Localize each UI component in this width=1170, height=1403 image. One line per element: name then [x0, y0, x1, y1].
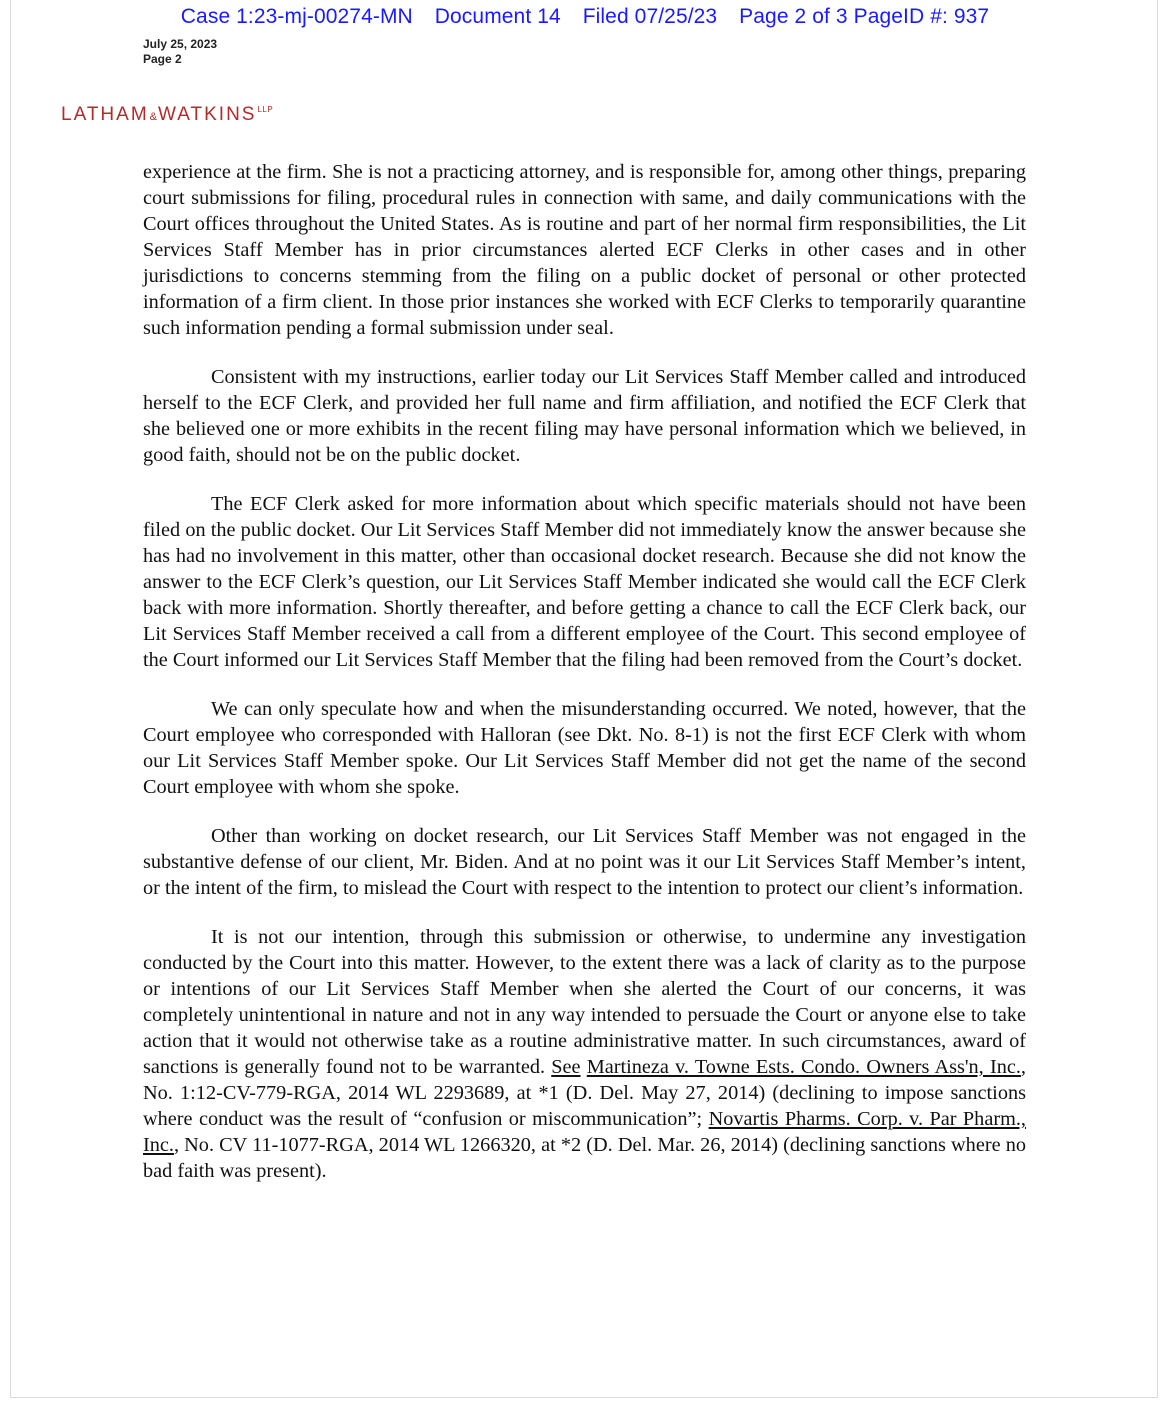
letter-page-label: Page 2	[143, 52, 182, 66]
document-number: Document 14	[434, 5, 561, 28]
paragraph-6	[143, 924, 1026, 1184]
latham-watkins-logo	[61, 104, 273, 126]
paragraph-6-text-3: , No. CV 11-1077-RGA, 2014 WL 1266320, at *2 (D. Del. Mar. 26, 2014) (declining sanctions where no bad faith was present).	[143, 1134, 1026, 1182]
logo-name-left: LATHAM	[61, 104, 149, 125]
letter-body	[143, 159, 1026, 1207]
paragraph-3: The ECF Clerk asked for more information about which specific materials should not have been filed on the public docket. Our Lit Services Staff Member did not immediately know the answer because she has had no involvement in this matter, other than occasional docket research. Because she did not know the answer to the ECF Clerk’s question, our Lit Services Staff Member indicated she would call the ECF Clerk back with more information. Shortly thereafter, and before getting a chance to call the ECF Clerk back, our Lit Services Staff Member received a call from a different employee of the Court. This second employee of the Court informed our Lit Services Staff Member that the filing had been removed from the Court’s docket.	[143, 493, 1026, 671]
case-number: Case 1:23-mj-00274-MN	[180, 5, 413, 28]
logo-suffix: LLP	[257, 105, 274, 114]
paragraph-5: Other than working on docket research, our Lit Services Staff Member was not engaged in the substantive defense of our client, Mr. Biden. And at no point was it our Lit Services Staff Member’s intent, or the intent of the firm, to mislead the Court with respect to the intention to protect our client’s information.	[143, 825, 1026, 899]
paragraph-6-text-2: , No. 1:12-CV-779-RGA, 2014 WL 2293689, at *1 (D. Del. May 27, 2014) (declining to impose sanctions where conduct was the result of “confusion or miscommunication”;	[143, 1056, 1026, 1130]
paragraph-2: Consistent with my instructions, earlier today our Lit Services Staff Member called and introduced herself to the ECF Clerk, and provided her full name and firm affiliation, and notified the ECF Clerk that she believed one or more exhibits in the recent filing may have personal information which we believed, in good faith, should not be on the public docket.	[143, 366, 1026, 466]
case-citation-novartis: Novartis Pharms. Corp. v. Par Pharm., Inc.	[143, 1108, 1026, 1156]
citation-signal-see: See	[551, 1056, 581, 1078]
page-id: Page 2 of 3 PageID #: 937	[739, 5, 990, 28]
logo-ampersand: &	[149, 111, 158, 123]
paragraph-1: experience at the firm. She is not a practicing attorney, and is responsible for, among other things, preparing court submissions for filing, procedural rules in connection with same, and daily communications with the Court offices throughout the United States. As is routine and part of her normal firm responsibilities, the Lit Services Staff Member has in prior circumstances alerted ECF Clerks in other cases and in other jurisdictions to concerns stemming from the filing on a public docket of personal or other protected information of a firm client. In those prior instances she worked with ECF Clerks to temporarily quarantine such information pending a formal submission under seal.	[143, 161, 1026, 339]
letter-date: July 25, 2023	[143, 37, 218, 51]
letter-date-block	[143, 37, 217, 67]
filed-date: Filed 07/25/23	[582, 5, 718, 28]
paragraph-4: We can only speculate how and when the misunderstanding occurred. We noted, however, that the Court employee who corresponded with Halloran (see Dkt. No. 8-1) is not the first ECF Clerk with whom our Lit Services Staff Member spoke. Our Lit Services Staff Member did not get the name of the second Court employee with whom she spoke.	[143, 698, 1026, 798]
paragraph-6-text-1: It is not our intention, through this submission or otherwise, to undermine any investigation conducted by the Court into this matter. However, to the extent there was a lack of clarity as to the purpose or intentions of our Lit Services Staff Member when she alerted the Court of our concerns, it was completely unintentional in nature and not in any way intended to persuade the Court or anyone else to take action that it would not otherwise take as a routine administrative matter. In such circumstances, award of sanctions is generally found not to be warranted.	[143, 926, 1026, 1078]
court-filing-header	[0, 5, 1170, 29]
case-citation-martineza: Martineza v. Towne Ests. Condo. Owners Ass'n, Inc.	[586, 1056, 1021, 1078]
logo-name-right: WATKINS	[158, 104, 257, 125]
